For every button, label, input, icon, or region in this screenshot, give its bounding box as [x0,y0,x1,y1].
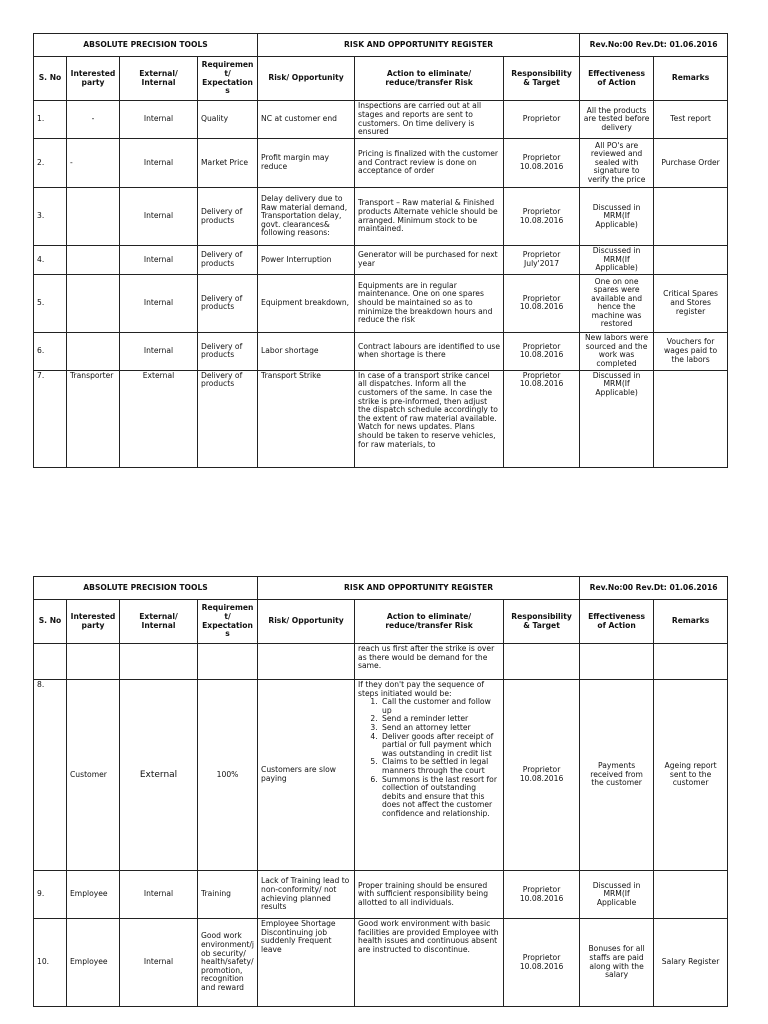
list-item: 1. Call the customer and follow up [380,698,500,715]
table-row: 1. - Internal Quality NC at customer end Inspections are carried out at all stages and reports are sent to customers. On time delivery is ensured Proprietor All the products are tested before delivery Test report [34,101,728,139]
col-header-party: Interested party [67,57,120,101]
col-header-req: Requirement/ Expectations [198,57,258,101]
table-row: 9. Employee Internal Training Lack of Training lead to non-conformity/ not achieving planned results Proper training should be ensured with sufficient responsibility being allotted to all individuals. Proprietor 10.08.2016 Discussed in MRM(If Applicable [34,871,728,919]
col-header-eff: Effectiveness of Action [580,600,654,644]
register-table-page-1 [33,33,728,468]
col-header-ext: External/ Internal [120,57,198,101]
col-header-resp: Responsibility & Target [504,57,580,101]
table-row: 8. Customer External 100% Customers are slow paying If they don't pay the sequence of steps initiated would be: 1. Call the customer and follow up 2. Send a reminder letter 3. Send an attorney letter 4. Deliver goods after receipt of partial or full payment which was outstanding in credit list 5. Claims to be settled in legal manners through the court 6. Summons is the last resort for collection of outstanding debits and ensure that this does not affect the customer confidence and relationship. Proprietor 10.08.2016 Payments received from the customer Ageing report sent to the customer [34,680,728,871]
register-table-page-2 [33,576,728,1007]
action-intro: If they don't pay the sequence of steps initiated would be: [358,680,485,698]
col-header-risk: Risk/ Opportunity [258,600,355,644]
col-header-party: Interested party [67,600,120,644]
company-name: ABSOLUTE PRECISION TOOLS [34,34,258,57]
col-header-sno: S. No [34,57,67,101]
table-row: 5. Internal Delivery of products Equipment breakdown, Equipments are in regular maintenance. One on one spares should be maintained so as to minimize the breakdown hours and reduce the risk Proprietor 10.08.2016 One on one spares were available and hence the machine was restored Critical Spares and Stores register [34,274,728,332]
table-row: 2. - Internal Market Price Profit margin may reduce Pricing is finalized with the customer and Contract review is done on acceptance of order Proprietor 10.08.2016 All PO's are reviewed and sealed with signature to verify the price Purchase Order [34,139,728,188]
list-item: 2. Send a reminder letter [380,715,500,724]
list-item: 4. Deliver goods after receipt of partial or full payment which was outstanding in credit list [380,733,500,759]
table-row: 4. Internal Delivery of products Power Interruption Generator will be purchased for next year Proprietor July'2017 Discussed in MRM(If Applicable) [34,246,728,275]
table-row: 7. Transporter External Delivery of products Transport Strike In case of a transport strike cancel all dispatches. Inform all the customers of the same. In case the strike is pre-informed, then adjust the dispatch schedule accordingly to the extent of raw material available. Watch for news updates. Plans should be taken to reserve vehicles, for raw materials, to Proprietor 10.08.2016 Discussed in MRM(If Applicable) [34,370,728,467]
col-header-action: Action to eliminate/ reduce/transfer Risk [355,600,504,644]
table-row: reach us first after the strike is over as there would be demand for the same. [34,644,728,680]
table-row: 3. Internal Delivery of products Delay delivery due to Raw material demand, Transportation delay, govt. clearances& following reasons: Transport – Raw material & Finished products Alternate vehicle should be arranged. Minimum stock to be maintained. Proprietor 10.08.2016 Discussed in MRM(If Applicable) [34,188,728,246]
list-item: 5. Claims to be settled in legal manners through the court [380,758,500,775]
company-name: ABSOLUTE PRECISION TOOLS [34,577,258,600]
list-item: 3. Send an attorney letter [380,724,500,733]
list-item: 6. Summons is the last resort for collection of outstanding debits and ensure that this does not affect the customer confidence and relationship. [380,776,500,819]
action-steps-list [358,698,500,818]
col-header-risk: Risk/ Opportunity [258,57,355,101]
col-header-req: Requirement/ Expectations [198,600,258,644]
col-header-remarks: Remarks [654,600,728,644]
revision-info: Rev.No:00 Rev.Dt: 01.06.2016 [580,34,728,57]
col-header-ext: External/ Internal [120,600,198,644]
col-header-remarks: Remarks [654,57,728,101]
register-title: RISK AND OPPORTUNITY REGISTER [258,34,580,57]
register-title: RISK AND OPPORTUNITY REGISTER [258,577,580,600]
action-steps-cell [355,680,504,871]
col-header-action: Action to eliminate/ reduce/transfer Risk [355,57,504,101]
revision-info: Rev.No:00 Rev.Dt: 01.06.2016 [580,577,728,600]
table-row: 10. Employee Internal Good work environment/job security/ health/safety/ promotion, recognition and reward Employee Shortage Discontinuing job suddenly Frequent leave Good work environment with basic facilities are provided Employee with health issues and continuous absent are instructed to discontinue. Proprietor 10.08.2016 Bonuses for all staffs are paid along with the salary Salary Register [34,919,728,1007]
table-row: 6. Internal Delivery of products Labor shortage Contract labours are identified to use when shortage is there Proprietor 10.08.2016 New labors were sourced and the work was completed Vouchers for wages paid to the labors [34,332,728,370]
col-header-sno: S. No [34,600,67,644]
col-header-resp: Responsibility & Target [504,600,580,644]
col-header-eff: Effectiveness of Action [580,57,654,101]
